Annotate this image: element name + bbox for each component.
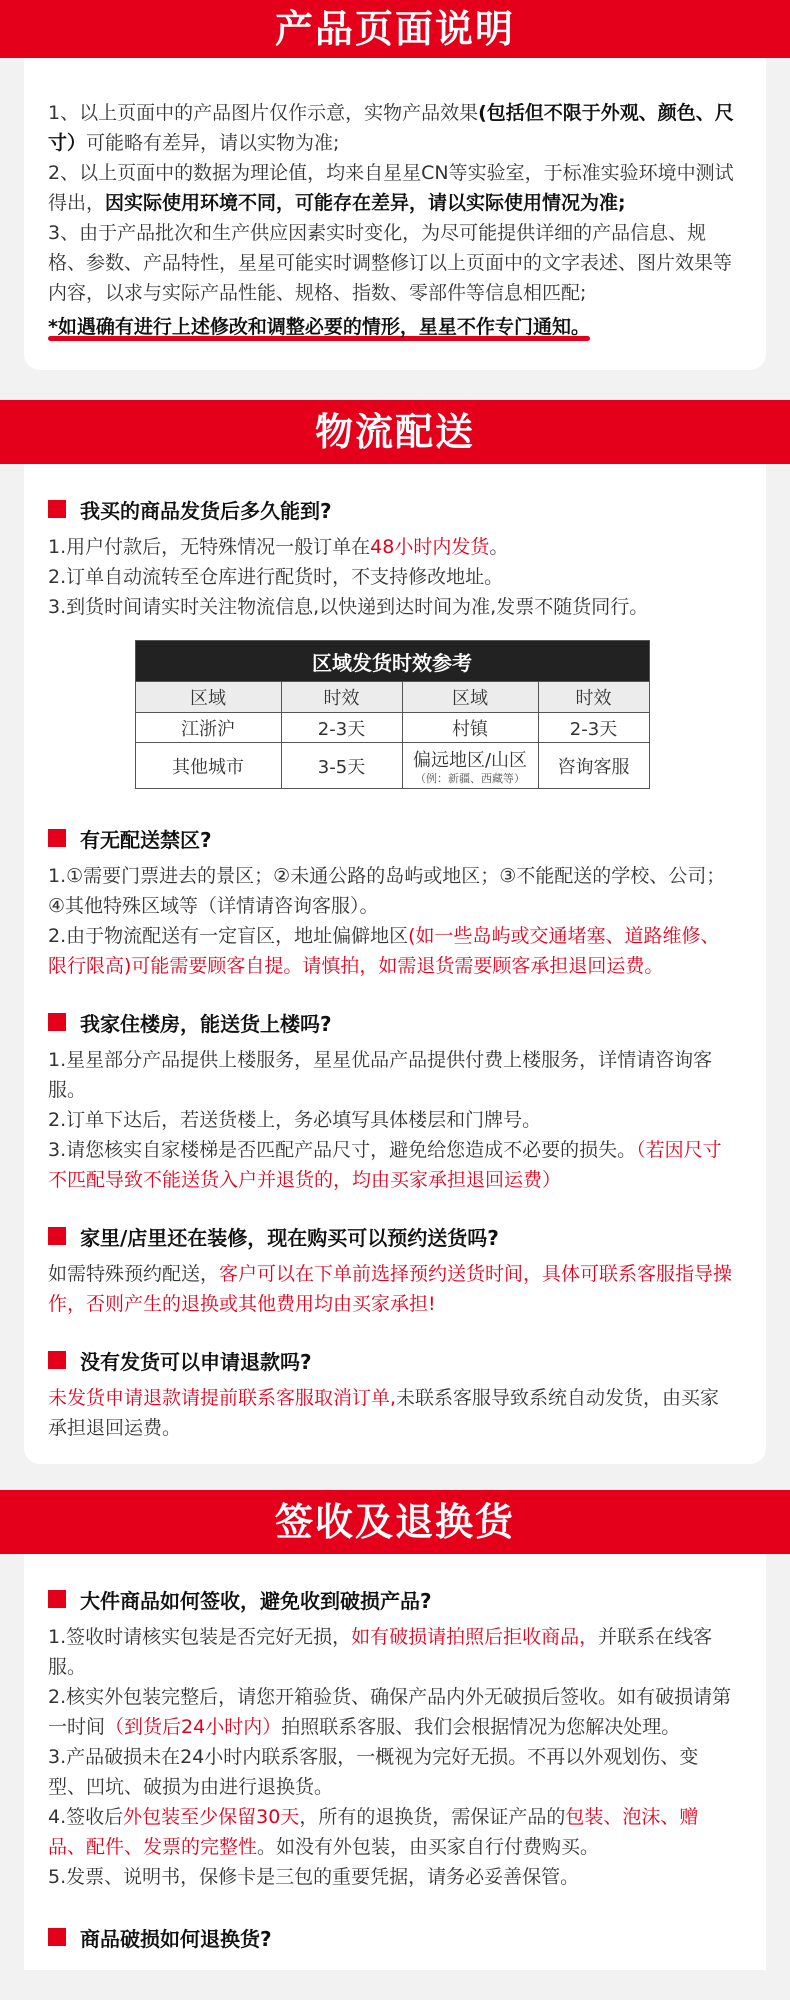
table-cell-remote [402,743,538,789]
faq-delivery-time-heading: 我买的商品发货后多久能到? [80,498,332,523]
table-cell: 村镇 [402,713,538,743]
upstairs-line-3-red: （若因尺寸不匹配导致不能送货入户并退货的，均由买家承担退回运费） [48,1139,722,1191]
notice-footnote-wrap [48,312,590,342]
sign-return-banner [0,1490,790,1554]
logistics-title: 物流配送 [314,410,475,454]
reservation-line-1-red: 客户可以在下单前选择预约送货时间，具体可联系客服指导操作，否则产生的退换或其他费用均由买家承担! [48,1263,733,1315]
red-square-bullet [48,500,66,518]
red-square-bullet [48,829,66,847]
notice-footnote [48,312,736,342]
faq-no-delivery-heading: 有无配送禁区? [80,827,212,852]
signing-line-3: 3.产品破损未在24小时内联系客服，一概视为完好无损。不再以外观划伤、变型、凹坑、破损为由进行退换货。 [48,1746,699,1798]
signing-line-4-red-2: 包装、泡沫、赠品、配件、发票的完整性 [48,1806,699,1858]
product-notice-banner [0,0,790,58]
signing-line-2-a: 2.核实外包装完整后，请您开箱验货、确保产品内外无破损后签收。如有破损请第一时间 [48,1686,732,1738]
table-cell: 3-5天 [281,743,402,789]
faq-signing-title [48,1584,736,1614]
signing-line-1-a: 1.签收时请核实包装是否完好无损， [48,1626,352,1648]
faq-damage-return-heading: 商品破损如何退换货? [80,1926,272,1951]
notice-para-1-end: 可能略有差异，请以实物为准; [86,132,340,154]
reservation-line-1-a: 如需特殊预约配送， [48,1263,220,1285]
upstairs-line-1: 1.星星部分产品提供上楼服务，星星优品产品提供付费上楼服务，详情请咨询客服。 [48,1049,713,1101]
signing-line-2 [48,1682,736,1742]
notice-para-1-bold: (包括但不限于外观、颜色、尺寸） [48,102,734,154]
delivery-line-1-c: 。 [489,536,509,558]
reservation-line-1 [48,1259,736,1319]
delivery-48h: 48小时内发货 [370,536,490,558]
upstairs-line-3-a: 3.请您核实自家楼梯是否匹配产品尺寸，避免给您造成不必要的损失。 [48,1139,637,1161]
signing-line-5: 5.发票、说明书，保修卡是三包的重要凭据，请务必妥善保管。 [48,1866,580,1888]
notice-para-1-text: 1、以上页面中的产品图片仅作示意，实物产品效果 [48,102,479,124]
logistics-card [24,464,766,1464]
faq-upstairs-body [48,1045,736,1195]
section-logistics [0,400,790,1464]
logistics-banner [0,400,790,464]
sign-return-card [24,1554,766,1970]
signing-line-1 [48,1622,736,1682]
no-delivery-line-2 [48,921,736,981]
table-cell-remote-label: 偏远地区/山区 [412,749,528,771]
table-cell: 2-3天 [538,713,649,743]
table-title: 区域发货时效参考 [135,641,649,682]
notice-para-2-bold: 因实际使用环境不同，可能存在差异，请以实际使用情况为准; [105,192,626,214]
table-cell: 咨询客服 [538,743,649,789]
delivery-line-1-a: 1.用户付款后，无特殊情况一般订单在 [48,536,371,558]
red-square-bullet [48,1351,66,1369]
signing-line-1-red: 如有破损请拍照后拒收商品， [351,1626,599,1648]
upstairs-line-2: 2.订单下达后，若送货楼上，务必填写具体楼层和门牌号。 [48,1109,542,1131]
red-square-bullet [48,1928,66,1946]
table-cell: 2-3天 [281,713,402,743]
notice-para-1 [48,98,736,158]
notice-para-3: 3、由于产品批次和生产供应因素实时变化，为尽可能提供详细的产品信息、规格、参数、产品特性，星星可能实时调整修订以上页面中的文字表述、图片效果等内容，以求与实际产品性能、规格、指数、零部件等信息相匹配; [48,222,733,304]
no-delivery-line-2-red: (如一些岛屿或交通堵塞、道路维修、限行限高)可能需要顾客自提。请慎拍，如需退货需要顾客承担退回运费。 [48,925,720,977]
faq-reservation-title [48,1221,736,1251]
faq-delivery-time-body [48,532,736,622]
notice-footnote-text: *如遇确有进行上述修改和调整必要的情形，星星不作专门通知。 [48,316,590,338]
signing-line-4-a: 4.签收后 [48,1806,124,1828]
faq-upstairs-title [48,1007,736,1037]
table-header-region-2: 区域 [402,682,538,713]
no-delivery-line-1: 1.①需要门票进去的景区；②未通公路的岛屿或地区；③不能配送的学校、公司；④其他特殊区域等（详情请咨询客服）。 [48,865,726,917]
table-cell-remote-note: （例：新疆、西藏等） [415,771,525,785]
faq-refund-title [48,1345,736,1375]
red-square-bullet [48,1013,66,1031]
section-sign-return [0,1490,790,1970]
section-product-notice [0,0,790,370]
notice-para-2-text: 2、以上页面中的数据为理论值，均来自星星CN等实验室，于标准实验环境中测试得出， [48,162,734,214]
table-header-time-2: 时效 [538,682,649,713]
faq-signing-body [48,1622,736,1892]
signing-line-2-red: （到货后24小时内） [105,1716,282,1738]
signing-line-4-c: ，所有的退换货，需保证产品的 [299,1806,566,1828]
product-notice-card [24,58,766,370]
sign-return-title: 签收及退换货 [274,1500,515,1544]
signing-line-1-c: 并联系在线客服。 [48,1626,713,1678]
faq-no-delivery-title [48,823,736,853]
signing-line-4-e: 。如没有外包装，由买家自行付费购买。 [257,1836,600,1858]
faq-damage-return-title [48,1922,736,1952]
delivery-line-1 [48,532,736,562]
faq-refund-heading: 没有发货可以申请退款吗? [80,1349,312,1374]
refund-line-1-red: 未发货申请退款请提前联系客服取消订单, [48,1387,397,1409]
signing-line-4-red-1: 外包装至少保留30天 [123,1806,300,1828]
faq-upstairs-heading: 我家住楼房，能送货上楼吗? [80,1011,332,1036]
notice-para-2 [48,158,736,218]
refund-line-1-b: 未联系客服导致系统自动发货，由买家承担退回运费。 [48,1387,720,1439]
product-notice-title: 产品页面说明 [274,7,515,51]
no-delivery-line-2-a: 2.由于物流配送有一定盲区，地址偏僻地区 [48,925,409,947]
delivery-line-2: 2.订单自动流转至仓库进行配货时，不支持修改地址。 [48,566,504,588]
signing-line-2-c: 拍照联系客服、我们会根据情况为您解决处理。 [281,1716,681,1738]
faq-reservation-heading: 家里/店里还在装修，现在购买可以预约送货吗? [80,1225,499,1250]
table-header-time-1: 时效 [281,682,402,713]
faq-no-delivery-body [48,861,736,981]
region-shipping-table [135,640,650,789]
faq-delivery-time-title [48,494,736,524]
faq-reservation-body [48,1259,736,1319]
faq-signing-heading: 大件商品如何签收，避免收到破损产品? [80,1588,432,1613]
table-cell: 江浙沪 [135,713,281,743]
delivery-line-3: 3.到货时间请实时关注物流信息,以快递到达时间为准,发票不随货同行。 [48,596,649,618]
table-header-region-1: 区域 [135,682,281,713]
red-square-bullet [48,1590,66,1608]
upstairs-line-3 [48,1135,736,1195]
red-square-bullet [48,1227,66,1245]
signing-line-4 [48,1802,736,1862]
faq-refund-body [48,1383,736,1443]
table-cell: 其他城市 [135,743,281,789]
refund-line-1 [48,1383,736,1443]
